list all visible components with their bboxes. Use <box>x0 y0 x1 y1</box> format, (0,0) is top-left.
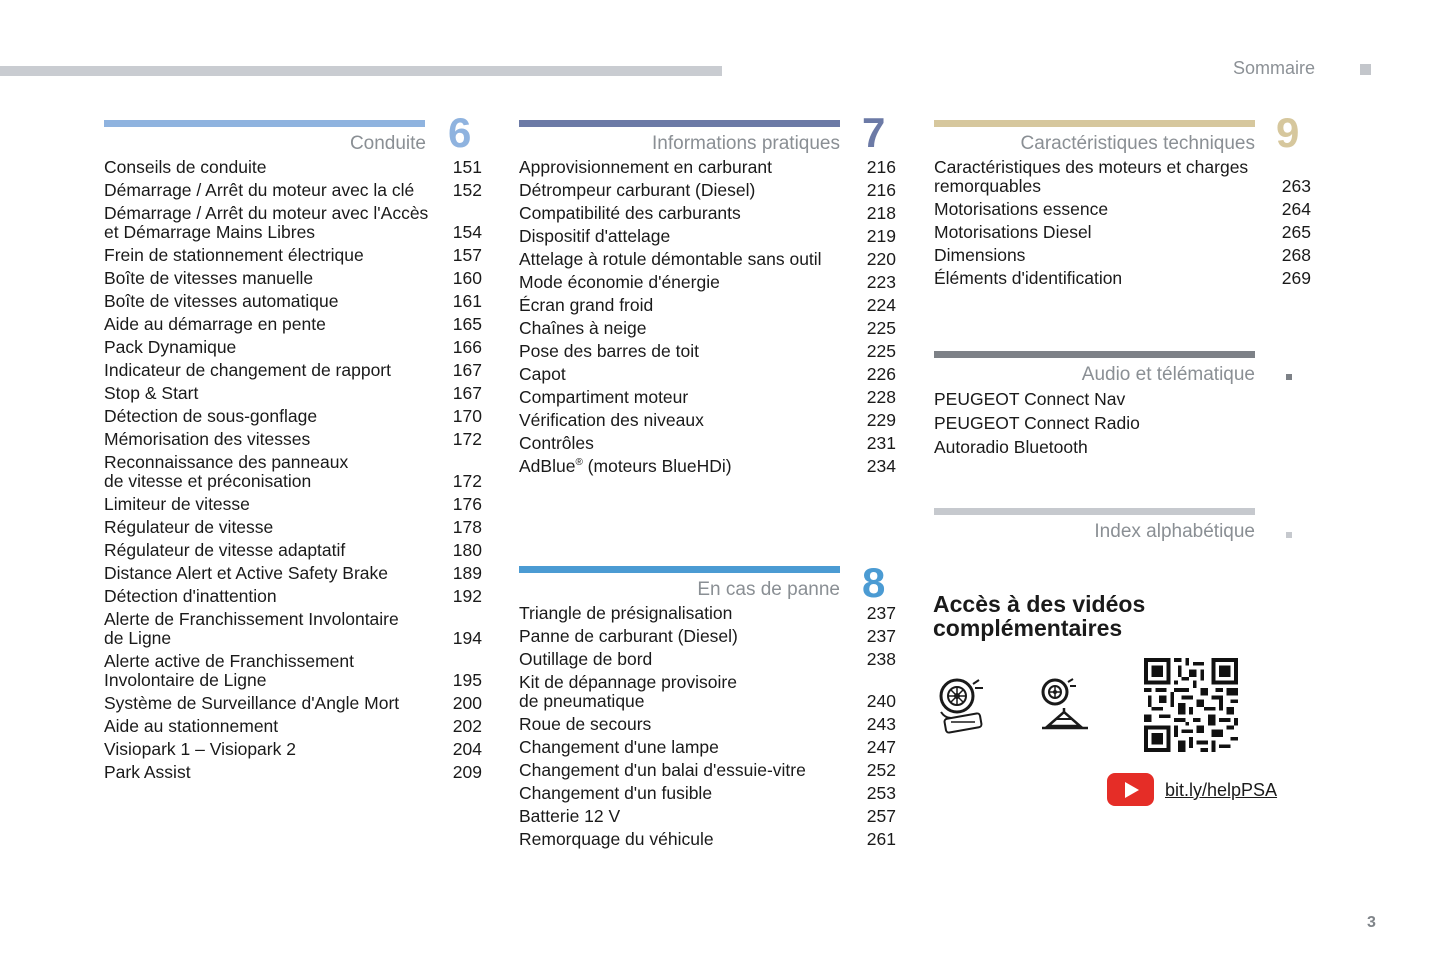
toc-item[interactable] <box>519 273 896 292</box>
toc-item[interactable] <box>519 388 896 407</box>
toc-item-label: Boîte de vitesses automatique <box>104 291 339 311</box>
toc-item-label: Pack Dynamique <box>104 337 237 357</box>
toc-item-label: Indicateur de changement de rapport <box>104 360 391 380</box>
toc-item[interactable] <box>104 740 482 759</box>
toc-item[interactable] <box>934 269 1311 288</box>
toc-item-page: 231 <box>866 433 896 453</box>
toc-item-page: 172 <box>452 429 482 449</box>
toc-item-page: 228 <box>866 387 896 407</box>
section-title: Conduite <box>349 133 426 154</box>
section-number: 6 <box>448 109 472 156</box>
jack-wheel-icon[interactable] <box>1038 678 1092 734</box>
toc-item-page: 167 <box>452 383 482 403</box>
toc-item-page: 172 <box>452 471 482 491</box>
toc-item-label: Écran grand froid <box>519 295 654 315</box>
section-title: Caractéristiques techniques <box>1020 133 1255 154</box>
toc-item[interactable] <box>104 430 482 449</box>
toc-item[interactable] <box>519 673 896 711</box>
section-title: En cas de panne <box>697 579 840 600</box>
qr-code[interactable] <box>1144 658 1238 752</box>
toc-item-label: PEUGEOT Connect Radio <box>934 413 1140 433</box>
toc-item-label: Vérification des niveaux <box>519 410 704 430</box>
toc-item-page: 200 <box>452 693 482 713</box>
toc-item[interactable] <box>104 564 482 583</box>
toc-item-page: 261 <box>866 829 896 849</box>
toc-item-label: Pose des barres de toit <box>519 341 699 361</box>
toc-item[interactable] <box>934 414 1311 433</box>
toc-item-label: Outillage de bord <box>519 649 653 669</box>
toc-item[interactable] <box>104 246 482 265</box>
section-title[interactable]: Index alphabétique <box>1094 521 1255 542</box>
page-title[interactable]: Sommaire <box>1232 58 1315 78</box>
toc-item-page: 161 <box>452 291 482 311</box>
toc-item[interactable] <box>519 181 896 200</box>
toc-item[interactable] <box>519 761 896 780</box>
toc-item-label: Autoradio Bluetooth <box>934 437 1088 457</box>
toc-item-label: Détection d'inattention <box>104 586 277 606</box>
toc-item-page: 180 <box>452 540 482 560</box>
toc-item-label: Aide au stationnement <box>104 716 279 736</box>
toc-item[interactable] <box>104 361 482 380</box>
toc-item-label: Démarrage / Arrêt du moteur avec la clé <box>104 180 415 200</box>
toc-item-page: 192 <box>452 586 482 606</box>
toc-item-page: 252 <box>866 760 896 780</box>
toc-item-label: Régulateur de vitesse adaptatif <box>104 540 346 560</box>
toc-item-page: 189 <box>452 563 482 583</box>
toc-item-page: 224 <box>866 295 896 315</box>
toc-list <box>104 158 482 786</box>
toc-item-page: 165 <box>452 314 482 334</box>
toc-item-page: 194 <box>452 628 482 648</box>
toc-item-label: Aide au démarrage en pente <box>104 314 326 334</box>
toc-item-label: Mémorisation des vitesses <box>104 429 311 449</box>
toc-item-label: Système de Surveillance d'Angle Mort <box>104 693 400 713</box>
toc-item-label: Boîte de vitesses manuelle <box>104 268 314 288</box>
toc-item[interactable] <box>104 269 482 288</box>
toc-list <box>934 158 1311 292</box>
toc-item[interactable] <box>519 365 896 384</box>
toc-item-page: 226 <box>866 364 896 384</box>
toc-item[interactable] <box>519 250 896 269</box>
tyre-repair-kit-icon[interactable] <box>937 678 989 736</box>
toc-item[interactable] <box>934 158 1311 196</box>
toc-item[interactable] <box>934 390 1311 409</box>
toc-item-label: Triangle de présignalisation <box>519 603 733 623</box>
toc-item[interactable] <box>519 807 896 826</box>
toc-list <box>519 158 896 480</box>
toc-item-label: Batterie 12 V <box>519 806 621 826</box>
toc-item[interactable] <box>104 587 482 606</box>
toc-item[interactable] <box>104 453 482 491</box>
toc-item-page: 218 <box>866 203 896 223</box>
toc-item-page: 268 <box>1281 245 1311 265</box>
toc-item-page: 170 <box>452 406 482 426</box>
toc-item[interactable] <box>104 158 482 177</box>
toc-item-page: 220 <box>866 249 896 269</box>
toc-item[interactable] <box>104 181 482 200</box>
toc-item-page: 202 <box>452 716 482 736</box>
toc-item[interactable] <box>104 652 482 690</box>
toc-item[interactable] <box>519 650 896 669</box>
toc-item-label: Dimensions <box>934 245 1026 265</box>
toc-list <box>519 604 896 853</box>
toc-item-label: Alerte active de Franchissement Involontaire de Ligne <box>104 651 354 690</box>
toc-item[interactable] <box>519 715 896 734</box>
toc-item[interactable] <box>104 292 482 311</box>
toc-item-page: 209 <box>452 762 482 782</box>
page-number: 3 <box>1367 914 1376 931</box>
toc-item-label: Motorisations essence <box>934 199 1109 219</box>
toc-item[interactable] <box>519 319 896 338</box>
toc-item-page: 257 <box>866 806 896 826</box>
toc-item-label: Caractéristiques des moteurs et charges remorquables <box>934 157 1249 196</box>
toc-item-page: 225 <box>866 341 896 361</box>
toc-item-label: Roue de secours <box>519 714 652 734</box>
youtube-icon[interactable] <box>1107 773 1154 806</box>
toc-item[interactable] <box>104 541 482 560</box>
section-bar <box>934 508 1255 515</box>
toc-item-page: 238 <box>866 649 896 669</box>
section-bar <box>519 120 840 127</box>
toc-item[interactable] <box>934 223 1311 242</box>
toc-item-page: 264 <box>1281 199 1311 219</box>
section-number: 9 <box>1276 109 1300 156</box>
toc-item[interactable] <box>519 296 896 315</box>
toc-item[interactable] <box>519 411 896 430</box>
toc-item-label: Stop & Start <box>104 383 199 403</box>
toc-item-page: 178 <box>452 517 482 537</box>
toc-item-label: Approvisionnement en carburant <box>519 157 772 177</box>
toc-item-label: Conseils de conduite <box>104 157 267 177</box>
toc-item-label: Panne de carburant (Diesel) <box>519 626 738 646</box>
toc-item[interactable] <box>519 158 896 177</box>
toc-item[interactable] <box>104 717 482 736</box>
toc-item-label: Compatibilité des carburants <box>519 203 741 223</box>
section-bar <box>934 351 1255 358</box>
toc-item-label: Mode économie d'énergie <box>519 272 720 292</box>
toc-item-label: Contrôles <box>519 433 594 453</box>
toc-item[interactable] <box>104 763 482 782</box>
toc-item[interactable] <box>934 200 1311 219</box>
toc-item[interactable] <box>934 438 1311 457</box>
toc-item[interactable] <box>519 204 896 223</box>
toc-item-label: AdBlue® (moteurs BlueHDi) <box>519 456 732 476</box>
toc-item[interactable] <box>934 246 1311 265</box>
toc-item[interactable] <box>519 784 896 803</box>
toc-item[interactable] <box>519 627 896 646</box>
section-bar <box>104 120 425 127</box>
header-bar <box>0 66 722 76</box>
toc-item[interactable] <box>104 610 482 648</box>
toc-item-page: 219 <box>866 226 896 246</box>
toc-item-page: 204 <box>452 739 482 759</box>
toc-item-page: 160 <box>452 268 482 288</box>
toc-item-page: 247 <box>866 737 896 757</box>
toc-item-label: Reconnaissance des panneaux de vitesse et préconisation <box>104 452 349 491</box>
toc-item[interactable] <box>104 338 482 357</box>
toc-item-label: Régulateur de vitesse <box>104 517 274 537</box>
play-icon <box>1125 782 1139 798</box>
toc-item[interactable] <box>519 457 896 476</box>
toc-item-label: Attelage à rotule démontable sans outil <box>519 249 822 269</box>
toc-item[interactable] <box>519 830 896 849</box>
toc-item-page: 151 <box>452 157 482 177</box>
toc-item[interactable] <box>519 738 896 757</box>
toc-item-label: Kit de dépannage provisoire de pneumatique <box>519 672 737 711</box>
toc-item-page: 154 <box>452 222 482 242</box>
toc-item-label: Changement d'une lampe <box>519 737 719 757</box>
square-marker-icon <box>1360 64 1371 75</box>
section-title: Audio et télématique <box>1081 364 1255 385</box>
toc-item-page: 223 <box>866 272 896 292</box>
toc-item-page: 166 <box>452 337 482 357</box>
toc-item[interactable] <box>104 384 482 403</box>
toc-item-page: 243 <box>866 714 896 734</box>
toc-item-label: Compartiment moteur <box>519 387 689 407</box>
toc-item-label: Chaînes à neige <box>519 318 647 338</box>
toc-item-label: Capot <box>519 364 566 384</box>
toc-item[interactable] <box>104 204 482 242</box>
toc-item-label: Remorquage du véhicule <box>519 829 714 849</box>
toc-item[interactable] <box>519 604 896 623</box>
toc-item-page: 152 <box>452 180 482 200</box>
toc-item[interactable] <box>104 694 482 713</box>
toc-item-label: PEUGEOT Connect Nav <box>934 389 1126 409</box>
toc-item-page: 269 <box>1281 268 1311 288</box>
toc-item-label: Changement d'un balai d'essuie-vitre <box>519 760 806 780</box>
toc-item-page: 216 <box>866 180 896 200</box>
toc-item-page: 167 <box>452 360 482 380</box>
videos-title: Accès à des vidéos complémentaires <box>933 591 1146 641</box>
toc-item-page: 263 <box>1281 176 1311 196</box>
toc-item-label: Démarrage / Arrêt du moteur avec l'Accès et Démarrage Mains Libres <box>104 203 429 242</box>
toc-item[interactable] <box>104 495 482 514</box>
toc-item[interactable] <box>519 434 896 453</box>
toc-item[interactable] <box>104 518 482 537</box>
video-link[interactable]: bit.ly/helpPSA <box>1165 780 1278 800</box>
section-number: 8 <box>862 559 886 606</box>
toc-item-label: Détection de sous-gonflage <box>104 406 318 426</box>
toc-item[interactable] <box>104 315 482 334</box>
toc-item-label: Changement d'un fusible <box>519 783 713 803</box>
section-bar <box>934 120 1255 127</box>
toc-item-label: Dispositif d'attelage <box>519 226 671 246</box>
toc-item-page: 234 <box>866 456 896 476</box>
toc-item-label: Motorisations Diesel <box>934 222 1092 242</box>
toc-item-label: Détrompeur carburant (Diesel) <box>519 180 756 200</box>
toc-item-page: 195 <box>452 670 482 690</box>
toc-item-label: Limiteur de vitesse <box>104 494 250 514</box>
toc-item-label: Park Assist <box>104 762 191 782</box>
toc-item-label: Distance Alert et Active Safety Brake <box>104 563 389 583</box>
section-bar <box>519 566 840 573</box>
section-title: Informations pratiques <box>652 133 840 154</box>
toc-item[interactable] <box>519 227 896 246</box>
toc-item-page: 253 <box>866 783 896 803</box>
toc-item[interactable] <box>104 407 482 426</box>
toc-item-page: 240 <box>866 691 896 711</box>
section-number: 7 <box>862 109 886 156</box>
toc-item-page: 176 <box>452 494 482 514</box>
toc-item-page: 157 <box>452 245 482 265</box>
toc-list <box>934 390 1311 462</box>
square-marker-icon <box>1286 374 1292 380</box>
toc-item-page: 229 <box>866 410 896 430</box>
toc-item-page: 225 <box>866 318 896 338</box>
toc-item-page: 237 <box>866 603 896 623</box>
square-marker-icon <box>1286 532 1292 538</box>
toc-item-page: 265 <box>1281 222 1311 242</box>
toc-item-label: Frein de stationnement électrique <box>104 245 364 265</box>
toc-item-label: Visiopark 1 – Visiopark 2 <box>104 739 296 759</box>
toc-item-label: Éléments d'identification <box>934 268 1123 288</box>
toc-item-label: Alerte de Franchissement Involontaire de Ligne <box>104 609 399 648</box>
toc-item-page: 216 <box>866 157 896 177</box>
toc-item[interactable] <box>519 342 896 361</box>
toc-item-page: 237 <box>866 626 896 646</box>
